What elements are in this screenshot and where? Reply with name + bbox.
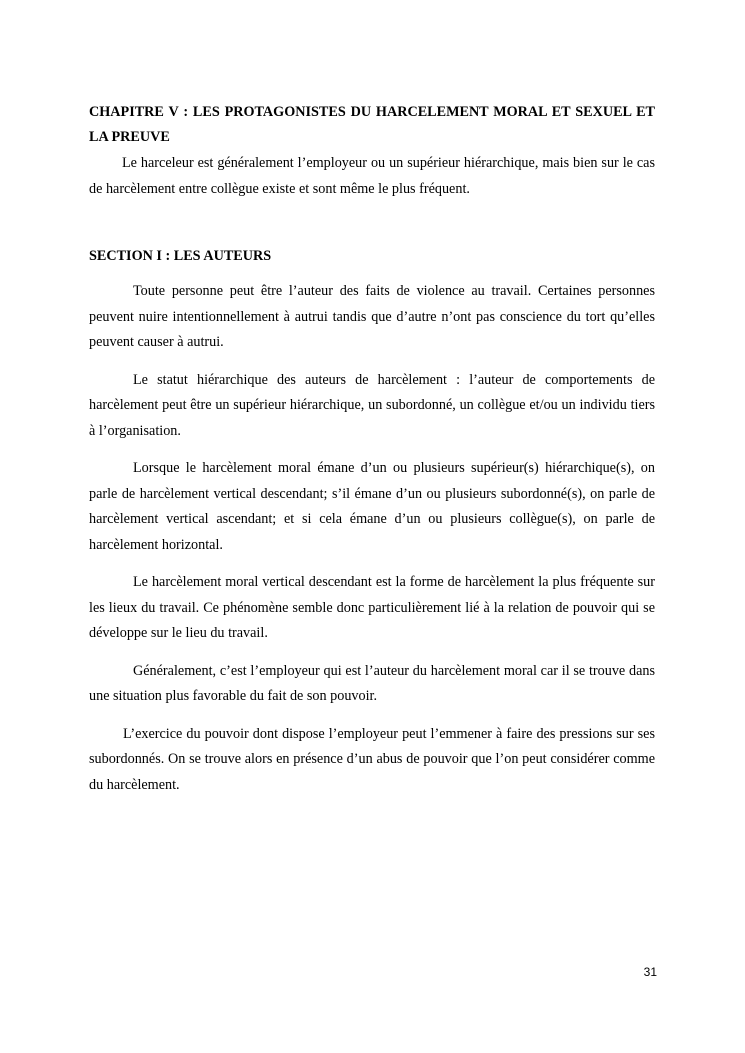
chapter-intro-paragraph: Le harceleur est généralement l’employeur ou un supérieur hiérarchique, mais bien sur le cas de harcèlement entre collègue existe et sont même le plus fréquent. <box>89 155 655 197</box>
chapter-title: CHAPITRE V : LES PROTAGONISTES DU HARCELEMENT MORAL ET SEXUEL ET LA PREUVE <box>89 104 655 145</box>
section-title: SECTION I : LES AUTEURS <box>89 248 272 264</box>
paragraph-harassment-directions: Lorsque le harcèlement moral émane d’un ou plusieurs supérieur(s) hiérarchique(s), on parle de harcèlement vertical descendant; s’il émane d’un ou plusieurs subordonné(s), on parle de harcèlement vertical ascendant; et si cela émane d’un ou plusieurs collègue(s), on parle de harcèlement horizontal. <box>89 460 655 553</box>
paragraph-employer-author: Généralement, c’est l’employeur qui est l’auteur du harcèlement moral car il se trouve dans une situation plus favorable du fait de son pouvoir. <box>89 662 655 704</box>
page-number: 31 <box>643 965 657 979</box>
paragraph-authors-anyone: Toute personne peut être l’auteur des faits de violence au travail. Certaines personnes peuvent nuire intentionnellement à autrui tandis que d’autre n’ont pas conscience du tort qu’elles peuvent causer à autrui. <box>89 283 655 350</box>
paragraph-vertical-descending: Le harcèlement moral vertical descendant est la forme de harcèlement la plus fréquente sur les lieux du travail. Ce phénomène semble donc particulièrement lié à la relation de pouvoir qui se développe sur le lieu du travail. <box>89 574 655 641</box>
paragraph-hierarchical-status: Le statut hiérarchique des auteurs de harcèlement : l’auteur de comportements de harcèlement peut être un supérieur hiérarchique, un subordonné, un collègue et/ou un individu tiers à l’organisation. <box>89 371 655 439</box>
paragraph-abuse-of-power: L’exercice du pouvoir dont dispose l’employeur peut l’emmener à faire des pressions sur ses subordonnés. On se trouve alors en présence d’un abus de pouvoir que l’on peut considérer comme du harcèlement. <box>89 725 655 793</box>
page-body <box>89 100 655 798</box>
